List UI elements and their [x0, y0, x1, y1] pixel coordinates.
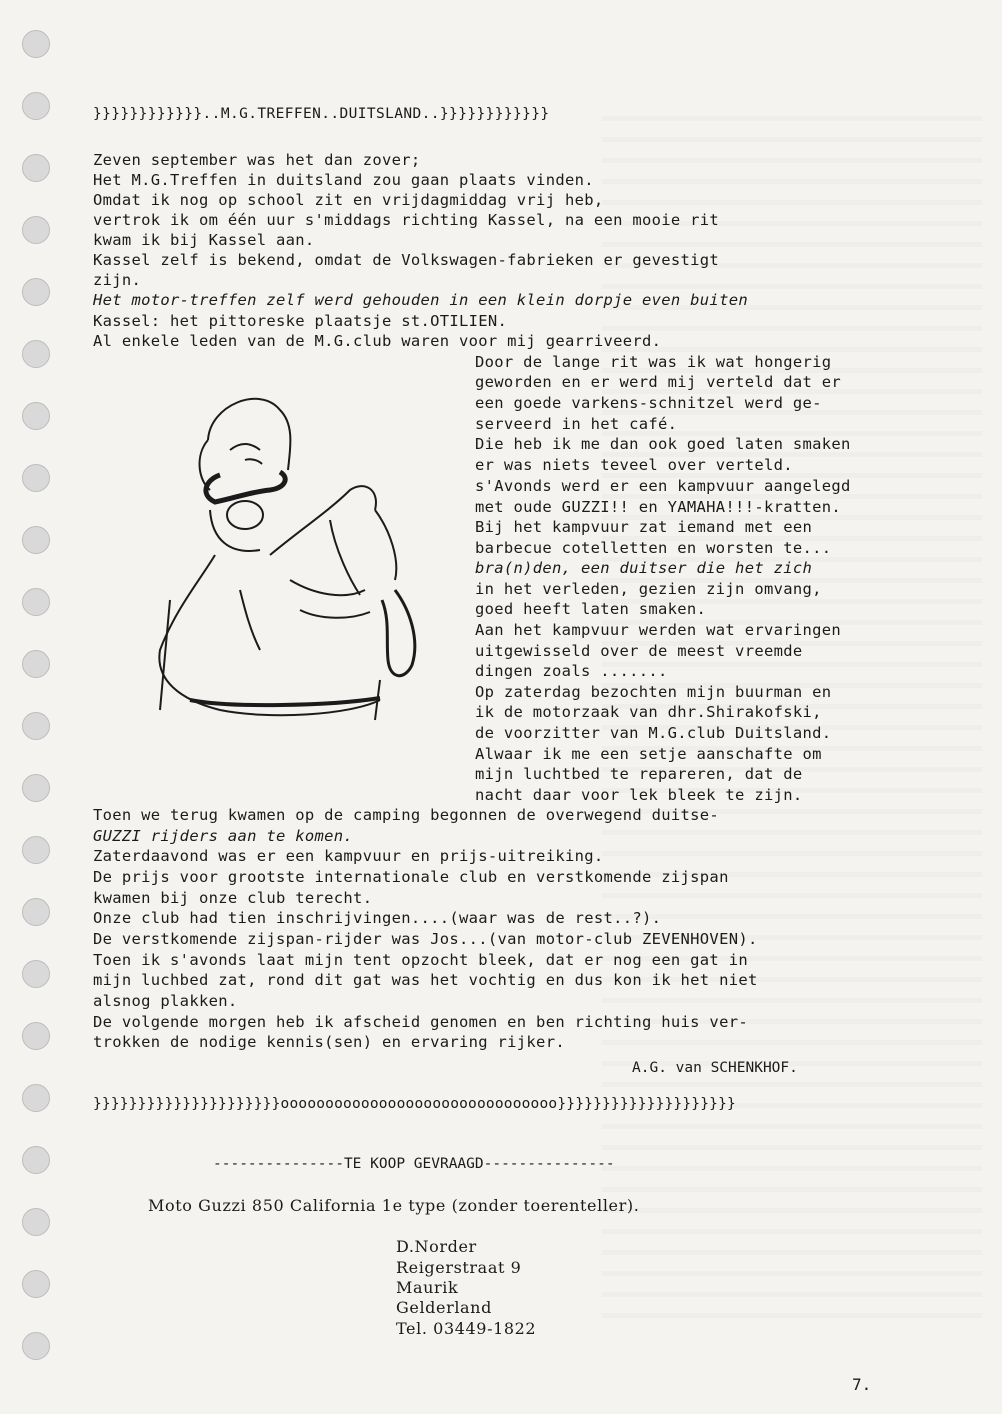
address-line: Maurik — [396, 1278, 459, 1297]
column-line: s'Avonds werd er een kampvuur aangelegd — [475, 477, 851, 495]
binder-hole — [22, 1208, 50, 1236]
outro-line: Zaterdaavond was er een kampvuur en prijs-uitreiking. — [93, 847, 604, 865]
intro-line: Kassel: het pittoreske plaatsje st.OTILIEN. — [93, 312, 508, 330]
column-line: Bij het kampvuur zat iemand met een — [475, 518, 813, 536]
section-divider: }}}}}}}}}}}}}}}}}}}}}ooooooooooooooooooooooooooooooo}}}}}}}}}}}}}}}}}}}} — [93, 1096, 736, 1112]
column-line: Die heb ik me dan ook goed laten smaken — [475, 435, 851, 453]
binder-hole — [22, 712, 50, 740]
column-line: mijn luchtbed te repareren, dat de — [475, 765, 803, 783]
column-line: goed heeft laten smaken. — [475, 600, 707, 618]
binder-hole — [22, 1270, 50, 1298]
binder-hole — [22, 898, 50, 926]
binder-hole — [22, 774, 50, 802]
binder-hole — [22, 1084, 50, 1112]
column-line: ik de motorzaak van dhr.Shirakofski, — [475, 703, 822, 721]
column-line: barbecue cotelletten en worsten te... — [475, 539, 832, 557]
intro-line: vertrok ik om één uur s'middags richting Kassel, na een mooie rit — [93, 211, 720, 229]
address-line: D.Norder — [396, 1237, 477, 1256]
outro-line: Onze club had tien inschrijvingen....(waar was de rest..?). — [93, 909, 662, 927]
address-line: Reigerstraat 9 — [396, 1258, 522, 1277]
binder-holes — [22, 30, 62, 1410]
column-line: Op zaterdag bezochten mijn buurman en — [475, 683, 832, 701]
outro-line: Toen we terug kwamen op de camping begonnen de overwegend duitse- — [93, 806, 720, 824]
column-line: er was niets teveel over verteld. — [475, 456, 793, 474]
intro-line: zijn. — [93, 271, 142, 289]
intro-line: Zeven september was het dan zover; — [93, 151, 421, 169]
binder-hole — [22, 402, 50, 430]
binder-hole — [22, 92, 50, 120]
binder-hole — [22, 1146, 50, 1174]
column-line: Aan het kampvuur werden wat ervaringen — [475, 621, 842, 639]
outro-line: alsnog plakken. — [93, 992, 238, 1010]
outro-line: mijn luchbed zat, rond dit gat was het vochtig en dus kon ik het niet — [93, 971, 758, 989]
binder-hole — [22, 836, 50, 864]
intro-line: Het M.G.Treffen in duitsland zou gaan plaats vinden. — [93, 171, 594, 189]
column-line: Alwaar ik me een setje aanschafte om — [475, 745, 822, 763]
outro-line: kwamen bij onze club terecht. — [93, 889, 373, 907]
ad-title: ---------------TE KOOP GEVRAAGD--------------- — [213, 1156, 615, 1172]
address-line: Tel. 03449-1822 — [396, 1319, 537, 1338]
column-line: Door de lange rit was ik wat hongerig — [475, 353, 832, 371]
binder-hole — [22, 588, 50, 616]
binder-hole — [22, 30, 50, 58]
column-line: uitgewisseld over de meest vreemde — [475, 642, 803, 660]
author-signature: A.G. van SCHENKHOF. — [632, 1060, 798, 1076]
binder-hole — [22, 1022, 50, 1050]
column-line: de voorzitter van M.G.club Duitsland. — [475, 724, 832, 742]
column-line: dingen zoals ....... — [475, 662, 668, 680]
outro-line: trokken de nodige kennis(sen) en ervaring rijker. — [93, 1033, 565, 1051]
outro-line: De volgende morgen heb ik afscheid genomen en ben richting huis ver- — [93, 1013, 748, 1031]
outro-line: De verstkomende zijspan-rijder was Jos...(van motor-club ZEVENHOVEN). — [93, 930, 758, 948]
intro-line: Het motor-treffen zelf werd gehouden in een klein dorpje even buiten — [93, 291, 748, 309]
column-line: met oude GUZZI!! en YAMAHA!!!-kratten. — [475, 498, 842, 516]
intro-line: Al enkele leden van de M.G.club waren voor mij gearriveerd. — [93, 332, 662, 350]
page-number: 7. — [852, 1375, 872, 1394]
column-line: bra(n)den, een duitser die het zich — [475, 559, 813, 577]
outro-line: Toen ik s'avonds laat mijn tent opzocht bleek, dat er nog een gat in — [93, 951, 748, 969]
binder-hole — [22, 154, 50, 182]
binder-hole — [22, 340, 50, 368]
binder-hole — [22, 1332, 50, 1360]
binder-hole — [22, 278, 50, 306]
outro-line: GUZZI rijders aan te komen. — [93, 827, 354, 845]
column-line: geworden en er werd mij verteld dat er — [475, 373, 842, 391]
column-line: in het verleden, gezien zijn omvang, — [475, 580, 822, 598]
binder-hole — [22, 216, 50, 244]
column-line: een goede varkens-schnitzel werd ge- — [475, 394, 822, 412]
cartoon-illustration — [150, 380, 450, 740]
intro-line: Omdat ik nog op school zit en vrijdagmiddag vrij heb, — [93, 191, 604, 209]
binder-hole — [22, 464, 50, 492]
ad-text: Moto Guzzi 850 California 1e type (zonder toerenteller). — [148, 1196, 640, 1215]
outro-line: De prijs voor grootste internationale club en verstkomende zijspan — [93, 868, 729, 886]
binder-hole — [22, 526, 50, 554]
address-line: Gelderland — [396, 1298, 492, 1317]
intro-line: Kassel zelf is bekend, omdat de Volkswagen-fabrieken er gevestigt — [93, 251, 720, 269]
intro-line: kwam ik bij Kassel aan. — [93, 231, 315, 249]
binder-hole — [22, 960, 50, 988]
column-line: nacht daar voor lek bleek te zijn. — [475, 786, 803, 804]
article-heading: }}}}}}}}}}}}..M.G.TREFFEN..DUITSLAND..}}}}}}}}}}}} — [93, 106, 550, 122]
binder-hole — [22, 650, 50, 678]
column-line: serveerd in het café. — [475, 415, 678, 433]
